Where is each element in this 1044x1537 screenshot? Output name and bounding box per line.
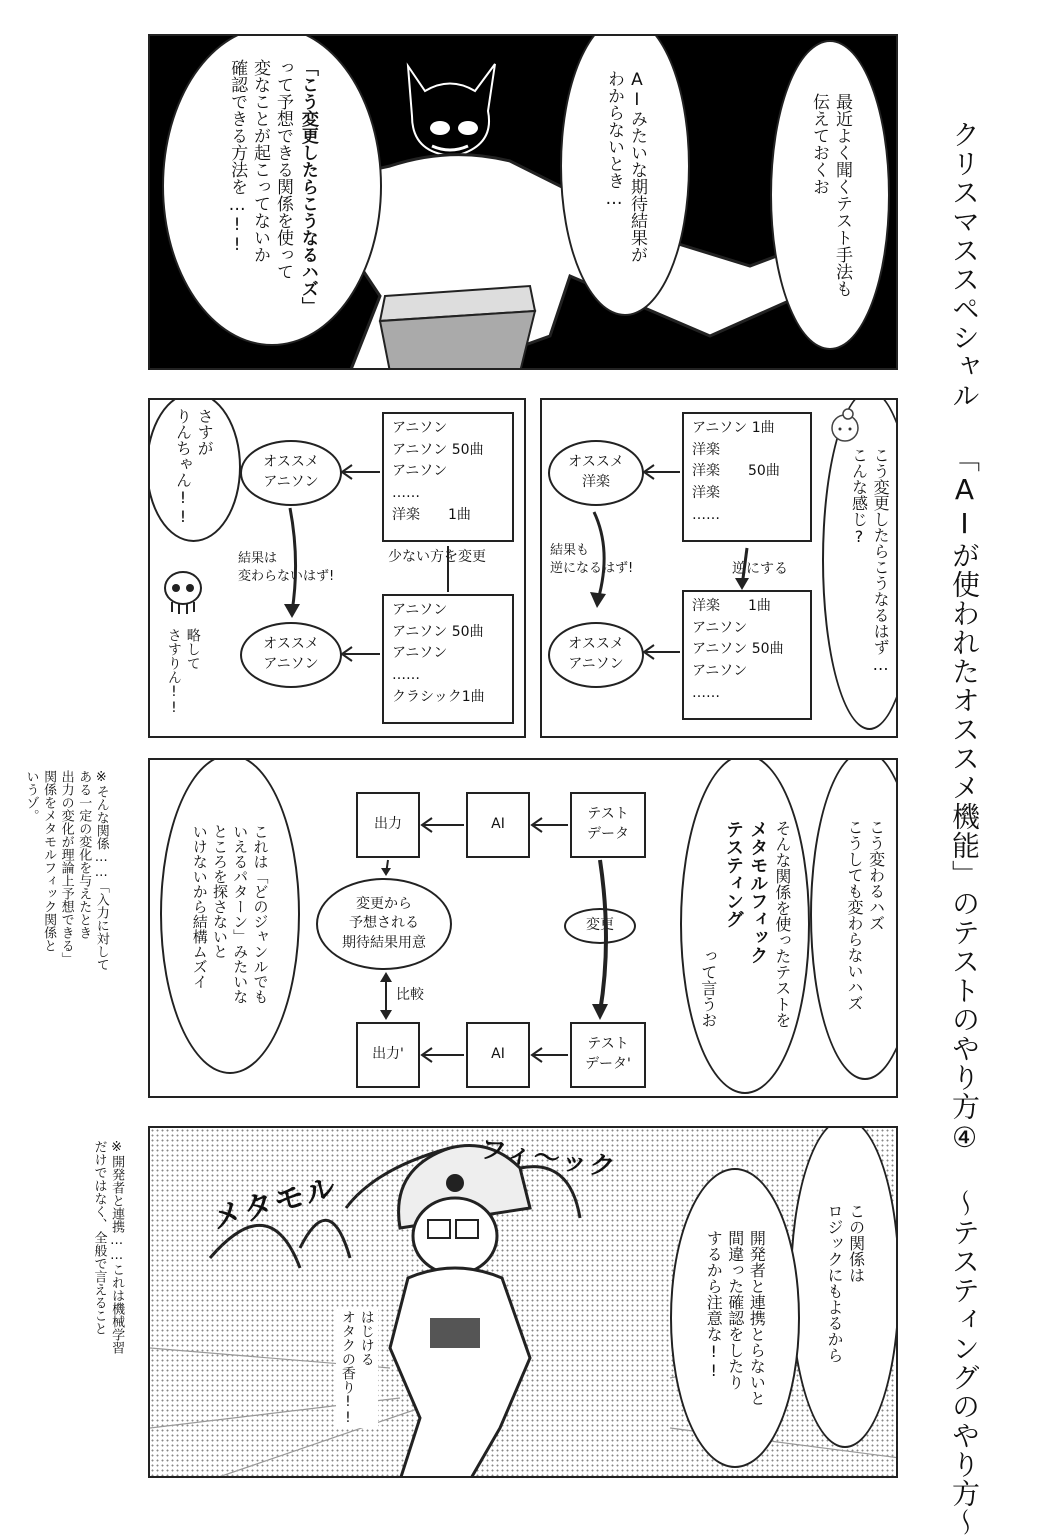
test-data-2-box: テスト データ': [570, 1022, 646, 1088]
page-title: クリスマススペシャル 「AIが使われたオススメ機能」のテストのやり方④ ～テスティングのやり方～: [948, 120, 981, 1537]
speech-bubble-b: [670, 1168, 800, 1468]
input-box-top: アニソン アニソン 50曲 アニソン …… 洋楽 1曲: [382, 412, 514, 542]
input-box-bottom: 洋楽 1曲 アニソン アニソン 50曲 アニソン ……: [682, 590, 812, 720]
output-ellipse-bottom: オススメ アニソン: [240, 622, 342, 688]
change-label: 変更: [564, 908, 636, 944]
caption: はじける オタクの香り!!: [336, 1308, 378, 1428]
bubble-text: 開発者と連携とらないと 間違った確認をしたり するから注意な!!: [704, 1230, 767, 1406]
speech-bubble-a: [790, 1126, 898, 1448]
panel-5: [148, 1126, 898, 1478]
flow-arrows: [150, 400, 526, 738]
panel-1: [148, 34, 898, 370]
bubble-text: これは「どのジャンルでも いえるパターン」みたいな ところを探さないと いけないから結構ムズイ: [190, 824, 270, 1004]
output-box: 出力: [356, 792, 420, 858]
bubble-text: って予想できる関係を使って 変なことが起こってないか 確認できる方法を…!!: [227, 58, 293, 280]
input-box-bottom: アニソン アニソン 50曲 アニソン …… クラシック1曲: [382, 594, 514, 724]
bubble-text: AIみたいな期待結果が わからないとき…: [604, 69, 647, 263]
input-box-top: アニソン 1曲 洋楽 洋楽 50曲 洋楽 ……: [682, 412, 812, 542]
output-ellipse-bottom: オススメ アニソン: [548, 622, 644, 688]
label-result: 結果は 変わらないはず!: [238, 551, 335, 584]
panel-2: [540, 398, 898, 738]
side-note: 略して さすりん!!: [165, 628, 201, 716]
expected-result-ellipse: 変更から 予想される 期待結果用意: [316, 878, 452, 970]
speech-bubble-right: [770, 40, 890, 350]
bubble-text-end: って言うお: [698, 948, 718, 1028]
bubble-text: こう変更したらこうなるはず… こんな感じ?: [849, 446, 891, 674]
footnote-2: ※開発者と連携……これは機械学習 だけではなく、全般で言えること: [91, 1140, 125, 1354]
footnote-1: ※そんな関係……「入力に対して ある一定の変化を与えたとき 出力の変化が理論上予想できる」 関係をメタモルフィック関係と いうゾ。: [23, 770, 109, 971]
bubble-text: 最近よく聞くテスト手法も 伝えておくお: [809, 93, 852, 297]
label-result: 結果も 逆になるはず!: [550, 543, 634, 576]
sfx-metamoru: メタモル: [208, 1169, 342, 1237]
ai-2-box: AI: [466, 1022, 530, 1088]
output-ellipse-top: オススメ アニソン: [240, 440, 342, 506]
diagram-arrows: [150, 760, 898, 1098]
bubble-text: こう変わるハズ こうしても変わらないハズ: [845, 819, 886, 1011]
speech-bubble-left: [162, 34, 382, 346]
output-ellipse-top: オススメ 洋楽: [548, 440, 644, 506]
panel-4: [148, 758, 898, 1098]
label-reverse: 逆にする: [732, 561, 788, 577]
ai-box: AI: [466, 792, 530, 858]
test-data-box: テスト データ: [570, 792, 646, 858]
bubble-bold-term: メタモルフィック テスティング: [723, 820, 769, 964]
bubble-text: さすが りんちゃん!!: [173, 408, 215, 526]
panel-3: [148, 398, 526, 738]
flow-arrows: [542, 400, 898, 738]
label-change: 少ない方を変更: [388, 549, 486, 565]
compare-label: 比較: [396, 987, 424, 1003]
bubble-text: この関係は ロジックにもよるから: [825, 1203, 866, 1363]
sfx-fikku: フィ～ック: [478, 1134, 619, 1184]
output-2-box: 出力': [356, 1022, 420, 1088]
bubble-quote: 「こう変更したらこうなるハズ」: [297, 58, 318, 314]
bubble-text: そんな関係を使ったテストを: [772, 820, 792, 1028]
